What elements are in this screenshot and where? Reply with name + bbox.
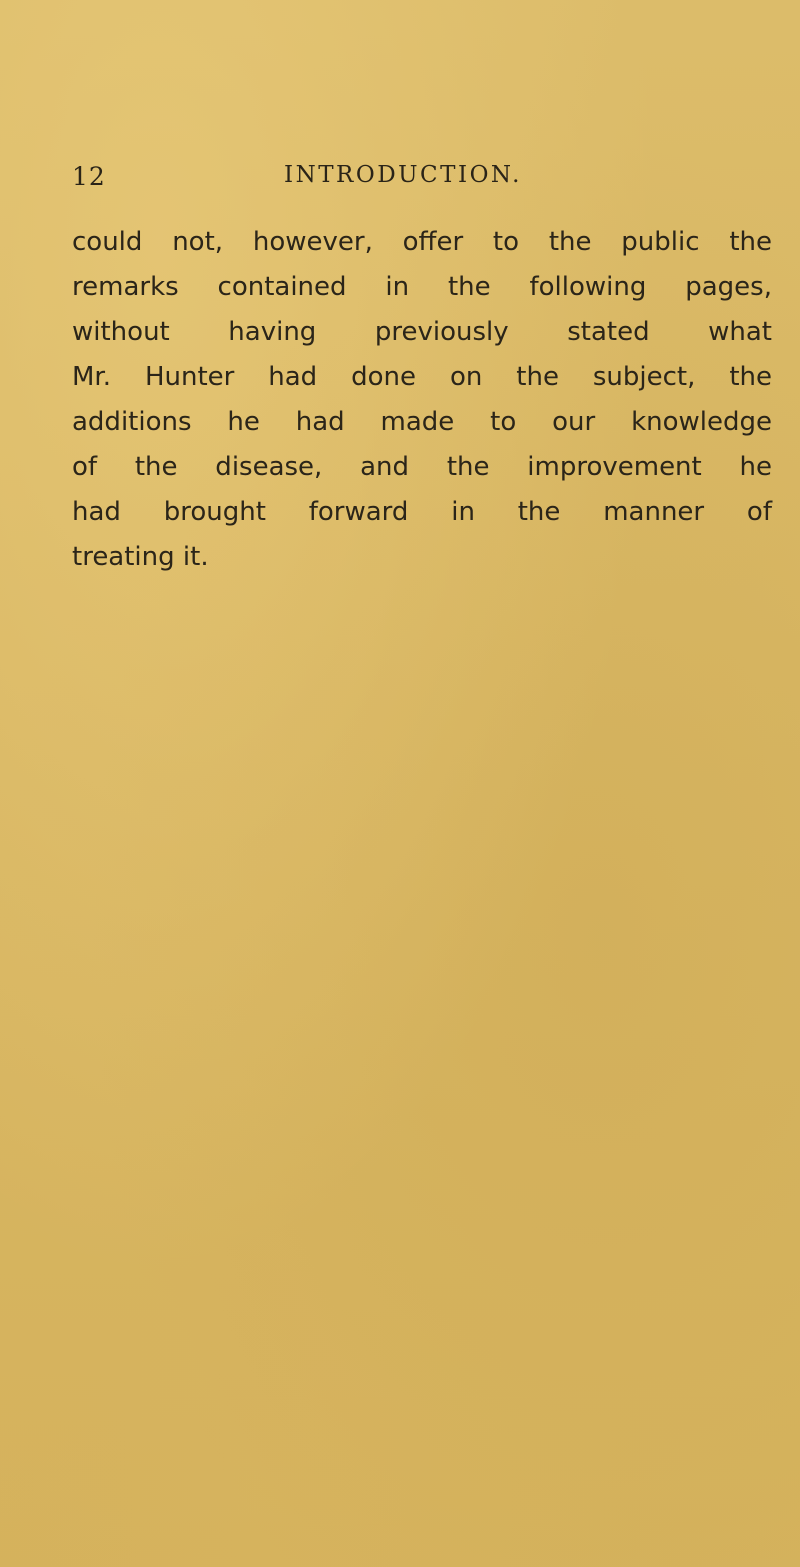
text-line: had brought forward in the manner of (72, 497, 772, 527)
body-paragraph (72, 220, 772, 580)
text-line: additions he had made to our knowledge (72, 407, 772, 437)
running-head (72, 162, 772, 202)
text-line: Mr. Hunter had done on the subject, the (72, 362, 772, 392)
text-line: without having previously stated what (72, 317, 772, 347)
text-line: remarks contained in the following pages, (72, 272, 772, 302)
text-line: of the disease, and the improvement he (72, 452, 772, 482)
page-number: 12 (72, 162, 106, 191)
text-line: could not, however, offer to the public the (72, 227, 772, 257)
text-line-last: treating it. (72, 542, 209, 572)
running-title: INTRODUCTION. (284, 162, 522, 188)
